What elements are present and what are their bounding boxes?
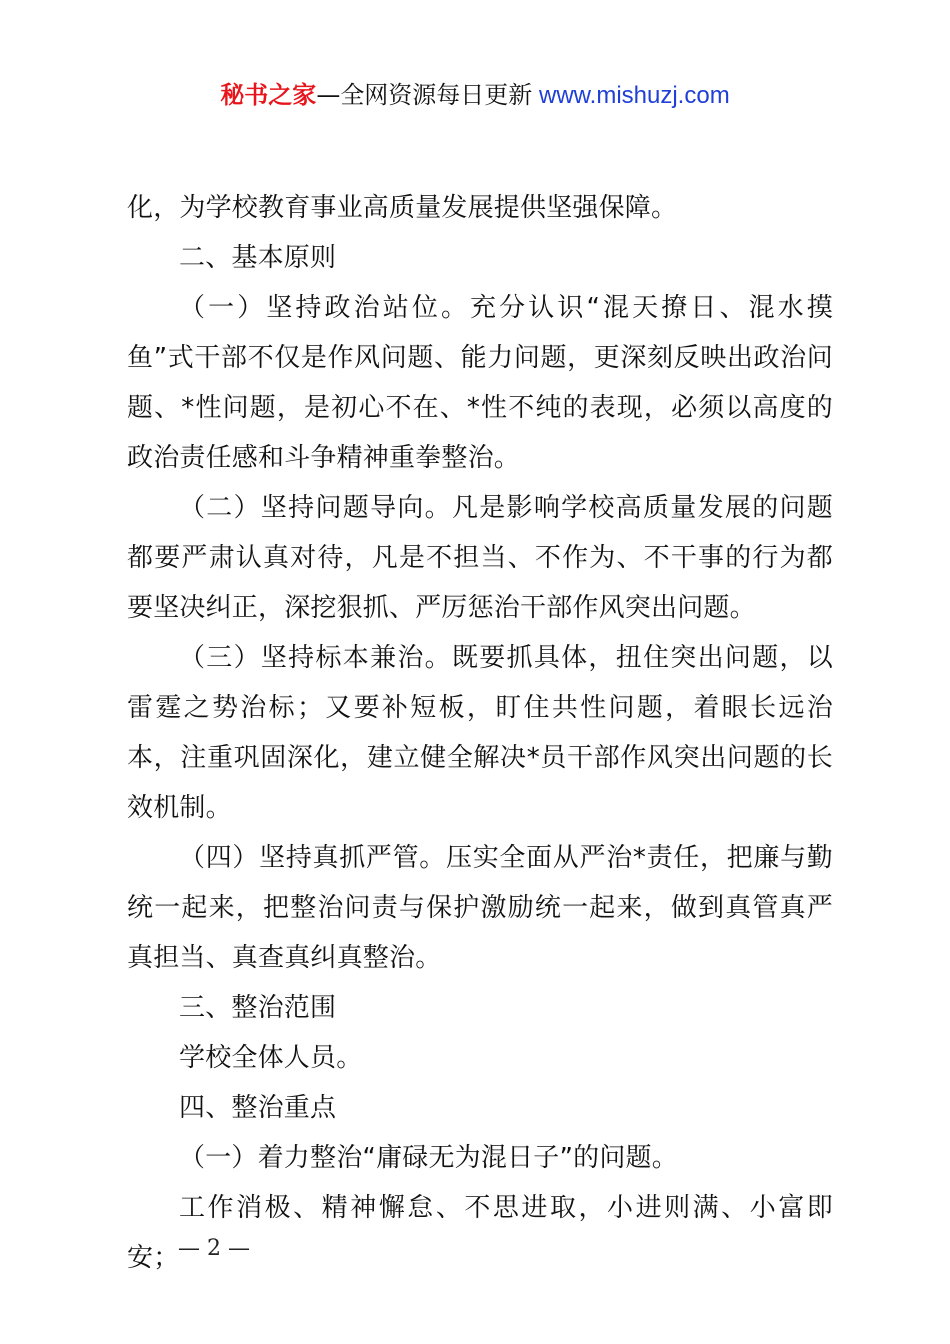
paragraph: （一）坚持政治站位。充分认识“混天撩日、混水摸鱼”式干部不仅是作风问题、能力问题，更深刻反映出政治问题、*性问题，是初心不在、*性不纯的表现，必须以高度的政治责任感和斗争精神重拳整治。 [127,293,833,473]
page-header [0,78,950,113]
document-body [127,183,833,1283]
paragraph: （二）坚持问题导向。凡是影响学校高质量发展的问题都要严肃认真对待，凡是不担当、不作为、不干事的行为都要坚决纠正，深挖狠抓、严厉惩治干部作风突出问题。 [127,493,833,623]
page-number: — 2 — [178,1236,250,1261]
section-heading: 四、整治重点 [179,1093,337,1123]
section-heading: 二、基本原则 [179,243,337,273]
paragraph: （三）坚持标本兼治。既要抓具体，扭住突出问题，以雷霆之势治标；又要补短板，盯住共性问题，着眼长远治本，注重巩固深化，建立健全解决*员干部作风突出问题的长效机制。 [127,643,833,823]
header-tagline: —全网资源每日更新 [316,81,533,109]
paragraph: （四）坚持真抓严管。压实全面从严治*责任，把廉与勤统一起来，把整治问责与保护激励统一起来，做到真管真严真担当、真查真纠真整治。 [127,843,833,973]
header-brand: 秘书之家 [220,81,317,109]
paragraph: 化，为学校教育事业高质量发展提供坚强保障。 [127,193,678,223]
paragraph: 工作消极、精神懈怠、不思进取，小进则满、小富即安； [127,1193,833,1273]
paragraph: 学校全体人员。 [179,1043,363,1073]
header-url[interactable]: www.mishuzj.com [532,82,730,109]
paragraph: （一）着力整治“庸碌无为混日子”的问题。 [179,1143,678,1173]
section-heading: 三、整治范围 [179,993,337,1023]
